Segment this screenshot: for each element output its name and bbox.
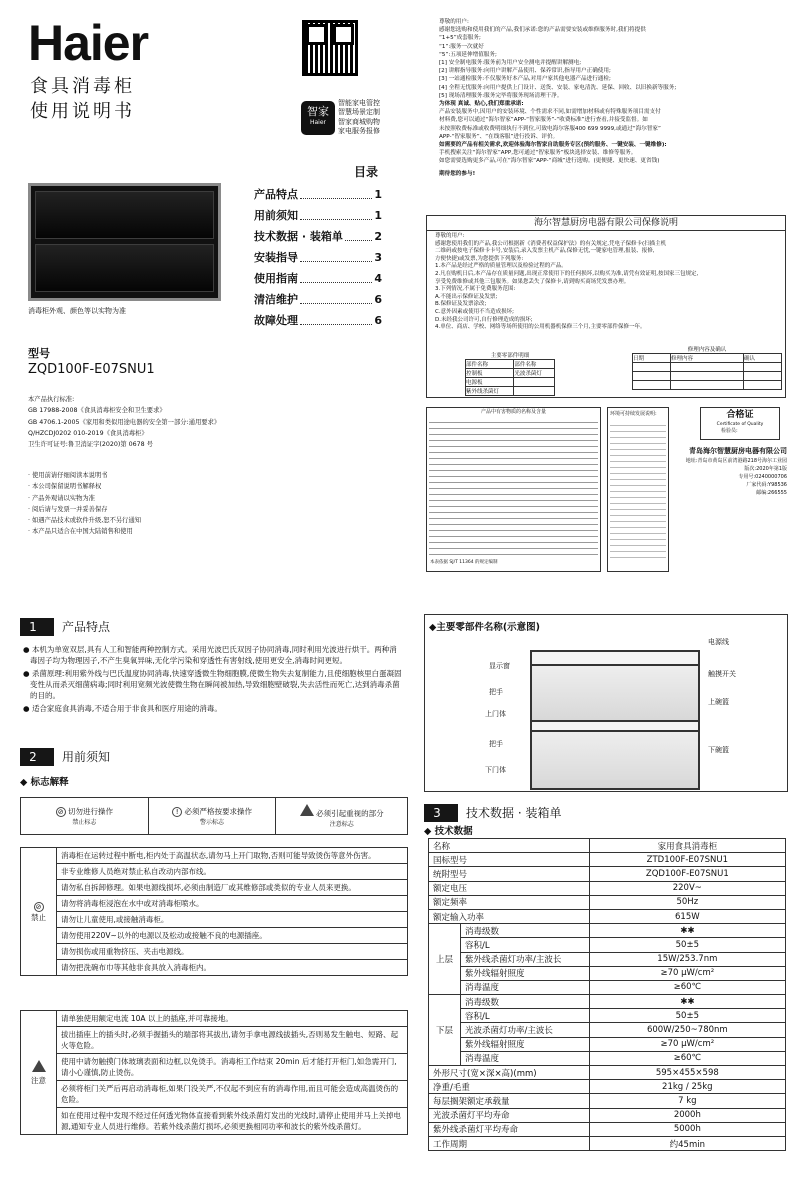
usage-notes	[28, 470, 368, 538]
toc-label: 技术数据 · 装箱单	[254, 230, 343, 243]
warranty-line: 享受免费维修或其他三包服务。如果您丢失了保修卡,请到购买商场凭发票办理。	[435, 278, 630, 285]
service-line: 手机搜索关注“海尔智家”APP,您可通过“智家服务”板块选择安装、维修等服务。	[439, 150, 637, 157]
prohibit-icon: ⊘	[34, 902, 44, 912]
zhijia-feature: 智家商城购物	[338, 117, 380, 126]
label-lower-door: 下门体	[485, 766, 506, 774]
recycle-title: 环境可持续发展说明:	[610, 411, 657, 417]
spec-value: 21kg / 25kg	[589, 1080, 785, 1094]
spec-value: ZQD100F-E07SNU1	[589, 867, 785, 881]
attention-item: 请单独使用额定电流 10A 以上的插座,并可靠接地。	[57, 1011, 408, 1027]
standard-line: Q/HZCDJ0202 010-2019《食具消毒柜》	[28, 429, 148, 437]
toc-page: 6	[374, 314, 382, 327]
toc-label: 安装指导	[254, 251, 298, 264]
toc-item[interactable]	[254, 226, 382, 247]
service-line: [5] 现场清理服务:服务完毕将服务现场清理干净。	[439, 92, 563, 99]
parts-cell: 电源板	[466, 378, 514, 387]
service-line: “5”:五项延伸增值服务;	[439, 51, 497, 58]
spec-value: 220V~	[589, 881, 785, 895]
standards-list	[28, 394, 368, 450]
service-line: 尊敬的用户:	[439, 19, 469, 25]
service-line: APP-“智家服务”、“在线客服”进行投诉、评价。	[439, 133, 559, 140]
service-line: 未按照收费标准或收费明细执行不到位,可致电海尔客服400 699 9999,或通过“海尔智家”	[439, 125, 661, 132]
service-line: 材料费,您可以通过“海尔智家”APP-“智家服务”-“收费标准”进行查看,并接受监督。如	[439, 117, 648, 124]
label-handle-lower: 把手	[489, 740, 503, 748]
attention-tag-cell: 注意	[21, 1011, 57, 1135]
spec-label: 额定电压	[429, 881, 590, 895]
prohibit-icon: ⊘	[56, 807, 66, 817]
toc-page: 1	[374, 209, 382, 222]
note-line: · 使用前请仔细阅读本说明书	[28, 472, 108, 479]
warranty-line: 二维码或按电子保修卡卡号,安装后,录入发票主机产品,保修无忧,一键家电管理,报装、报修,	[435, 248, 655, 255]
note-line: · 如遇产品技术或软件升级,恕不另行通知	[28, 517, 142, 525]
toc-label: 清洁维护	[254, 293, 298, 306]
company-info	[675, 446, 787, 497]
table-of-contents	[254, 163, 382, 331]
spec-value: 600W/250~780nm	[589, 1023, 785, 1037]
spec-group: 下层	[429, 995, 461, 1066]
toc-label: 故障处理	[254, 314, 298, 327]
section-number: 2	[29, 750, 37, 764]
forbid-item: 请勿把洗碗布巾等其他非食具放入消毒柜内。	[57, 960, 408, 976]
attention-item: 必须将柜门关严后再启动消毒柜,如果门没关严,不仅起不到应有的消毒作用,而且可能会造成高温烫伤的危险。	[57, 1081, 408, 1108]
spec-value: 约45min	[589, 1136, 785, 1150]
exclamation-icon: !	[172, 807, 182, 817]
spec-label: 外形尺寸(宽×深×高)(mm)	[429, 1066, 590, 1080]
lower-drawer	[532, 730, 698, 788]
diagram-title: ◆主要零部件名称(示意图)	[429, 622, 540, 633]
spec-label: 统附型号	[429, 867, 590, 881]
cert-inspector: 检验员:	[721, 428, 738, 434]
spec-label: 容积/L	[461, 938, 590, 952]
parts-header: 部件名称	[466, 360, 514, 369]
service-line: 如需要的产品有相关需求,欢迎体验海尔智家自助服务专区(预约服务、一键安装、一键维修):	[439, 142, 667, 149]
spec-label: 光波杀菌灯平均寿命	[429, 1108, 590, 1122]
warranty-line: 1.本产品是经过严格的质量管理以及检验过程的产品。	[435, 263, 567, 270]
service-line: 为体现 真诚、贴心,我们郑重承诺:	[439, 101, 524, 108]
image-caption: 消毒柜外观、颜色等以实物为准	[28, 307, 126, 315]
section-2-header	[20, 748, 410, 766]
company-line: 邮编:266555	[756, 490, 787, 496]
model-number: ZQD100F-E07SNU1	[28, 362, 155, 377]
section-number: 1	[29, 620, 37, 634]
warranty-title: 海尔智慧厨房电器有限公司保修说明	[427, 216, 785, 231]
forbid-table	[20, 847, 408, 976]
service-line: 感谢您选购和使用我们的产品,我们承诺:您的产品需要安装或维修服务时,我们将提供	[439, 27, 646, 34]
parts-cell	[514, 387, 555, 396]
service-line: 如您需要选购更多产品,可在“海尔智家”APP-“商城”进行选购。(更便捷、更快速、更省钱)	[439, 158, 660, 165]
spec-value: 2000h	[589, 1108, 785, 1122]
spec-label: 紫外线杀菌灯平均寿命	[429, 1122, 590, 1136]
spec-label: 国标型号	[429, 853, 590, 867]
company-line: 厂家代码:Y98536	[746, 482, 787, 488]
recycle-text	[610, 420, 666, 560]
parts-header: 部件名称	[514, 360, 555, 369]
note-line: · 产品外观请以实物为准	[28, 494, 95, 502]
parts-cell: 紫外线杀菌灯	[466, 387, 514, 396]
toc-page: 2	[374, 230, 382, 243]
note-line: · 本公司保留说明书解释权	[28, 483, 102, 491]
document-title	[30, 74, 135, 124]
spec-label: 净重/毛重	[429, 1080, 590, 1094]
spec-value: 50±5	[589, 938, 785, 952]
warranty-body	[427, 231, 785, 334]
spec-value: 615W	[589, 909, 785, 923]
warranty-line: D.未经我公司许可,自行修理造成的损坏;	[435, 316, 533, 323]
note-line: · 本产品只适合在中国大陆销售和使用	[28, 528, 133, 536]
spec-label: 工作周期	[429, 1136, 590, 1150]
repair-header: 修理内容	[671, 354, 744, 363]
cert-title: 合格证	[726, 410, 754, 420]
label-upper-door: 上门体	[485, 710, 506, 718]
recycle-box	[607, 407, 669, 572]
repair-header: 日期	[633, 354, 671, 363]
toc-page: 1	[374, 188, 382, 201]
toc-label: 使用指南	[254, 272, 298, 285]
toc-item[interactable]	[254, 184, 382, 205]
repair-table	[632, 353, 782, 390]
spec-value: 家用食具消毒柜	[589, 839, 785, 853]
section-1-header	[20, 618, 410, 636]
service-line: “1”:服务一次就好	[439, 43, 484, 50]
spec-label: 消毒温度	[461, 980, 590, 994]
company-line: 版次:2020年第1版	[744, 466, 787, 472]
feature-item: ● 适合家庭食具消毒,不适合用于非食具和医疗用途的消毒。	[23, 704, 222, 713]
spec-label: 紫外线杀菌灯功率/主波长	[461, 952, 590, 966]
service-line: [3] 一站通检服务:不仅服务好本产品,对用户家其他电器产品进行通检;	[439, 76, 611, 83]
spec-label: 消毒温度	[461, 1051, 590, 1065]
forbid-item: 请勿损伤或用重物挤压、夹击电源线。	[57, 944, 408, 960]
spec-label: 每层搁架额定承载量	[429, 1094, 590, 1108]
model-label: 型号	[28, 347, 50, 360]
service-line: 期待您的参与!	[439, 170, 476, 177]
company-line: 专用号:0240000706	[738, 474, 787, 480]
repair-title: 修理内容及确认	[687, 347, 727, 353]
standard-line: 卫生许可证号:鲁卫消证字(2020)第 0678 号	[28, 441, 153, 449]
warranty-box	[426, 215, 786, 398]
feature-item: ● 本机为单宽双层,具有人工和智能两种控制方式。采用光波巴氏双因子协同消毒,同时利用光波进行烘干。两种消毒因子均为物理因子,不产生臭氧异味,无化学污染和穿透性有害射线,使用更安全,消毒时间更短。	[23, 645, 397, 665]
spec-label: 额定输入功率	[429, 909, 590, 923]
toc-item[interactable]	[254, 205, 382, 226]
certificate-box	[700, 407, 780, 440]
spec-label: 名称	[429, 839, 590, 853]
standard-line: GB 4706.1-2005《家用和类似用途电器的安全第一部分:通用要求》	[28, 418, 221, 426]
hazard-title: 产品中有害物质的名称及含量	[480, 409, 546, 415]
spec-group: 上层	[429, 924, 461, 995]
attention-item: 使用中请勿触摸门体玻璃表面和边框,以免烫手。消毒柜工作结束 20min 后才能打开柜门,如急需开门,请小心谨慎,防止烫伤。	[57, 1054, 408, 1081]
toc-page: 4	[374, 272, 382, 285]
toc-title: 目录	[354, 165, 379, 179]
document-title-line-2: 使用说明书	[30, 101, 135, 122]
service-line: [1] 安全制电服务:服务前为用户安全测电并提醒讲解测电;	[439, 60, 582, 67]
hazard-table-box	[426, 407, 601, 572]
company-address: 地址:青岛市黄岛区前湾港路218号海尔工业园	[685, 458, 787, 464]
attention-item: 如在使用过程中发现不经过任何透光物体直接看到紫外线杀菌灯发出的光线时,请停止使用并马上关掉电源,通知专业人员进行维修。若紫外线杀菌灯损坏,必须更换相同功率和波长的紫外线杀菌灯。	[57, 1108, 408, 1135]
service-commitment	[439, 18, 784, 178]
forbid-item: 消毒柜在运转过程中断电,柜内处于高温状态,请勿马上开门取物,否则可能导致烫伤等意外伤害。	[57, 848, 408, 864]
tech-subtitle: ◆ 技术数据	[424, 826, 473, 837]
document-title-line-1: 食具消毒柜	[30, 76, 135, 97]
spec-value: 50±5	[589, 1009, 785, 1023]
haier-logo: Haier	[28, 15, 149, 71]
upper-door-photo	[35, 191, 214, 239]
product-photo	[28, 183, 221, 301]
attention-table	[20, 1010, 408, 1135]
spec-value: ✱✱	[589, 995, 785, 1009]
legend-attention: 必须引起重视的部分 注意标志	[276, 798, 408, 835]
caution-triangle-icon	[300, 804, 314, 816]
label-power-cord: 电源线	[708, 638, 729, 646]
zhijia-feature: 家电服务报修	[338, 126, 380, 135]
service-line: [4] 全程无忧服务:向用户提供上门设计、送货、安装、家电清洗、延保、回收、以旧换新等服务;	[439, 84, 677, 91]
section-number: 3	[433, 806, 441, 820]
standard-line: GB 17988-2008《食具消毒柜安全和卫生要求》	[28, 407, 166, 415]
spec-value: 5000h	[589, 1122, 785, 1136]
section-title: 用前须知	[54, 748, 410, 766]
cabinet-drawing	[530, 650, 700, 790]
spec-label: 额定频率	[429, 895, 590, 909]
forbid-item: 请勿将消毒柜浸泡在水中或对消毒柜喷水。	[57, 896, 408, 912]
warranty-line: B.保修证及发票涂改;	[435, 301, 487, 308]
label-upper-basket: 上碗篮	[708, 698, 729, 706]
hazard-note: 本表依据 SJ/T 11364 的规定编制	[430, 560, 498, 565]
label-lower-basket: 下碗篮	[708, 746, 729, 754]
section-3-header	[424, 804, 788, 822]
cert-subtitle: Certificate of Quality	[716, 422, 764, 427]
spec-value: ✱✱	[589, 924, 785, 938]
diagram-box	[424, 614, 788, 792]
forbid-item: 非专业维修人员绝对禁止私自改动内部布线。	[57, 864, 408, 880]
warranty-line: 方便快捷)或发票,为您提供下列服务:	[435, 255, 524, 262]
warranty-line: 3.下列情况,不属于免费服务范围:	[435, 286, 516, 293]
toc-item[interactable]	[254, 289, 382, 310]
legend-table	[20, 797, 408, 835]
feature-item: ● 杀菌原理:利用紫外线与巴氏温度协同消毒,快速穿透微生物细胞膜,使微生物失去复制能力,且使细胞核里白蛋凝固变性从而杀灭细菌病毒;同时利用宽频光波使微生物在瞬间被加热,导致细胞壁破裂,失去活性而死亡,达到消毒杀菌的目的。	[23, 669, 402, 700]
forbid-item: 请勿使用220V~以外的电源以及松动或接触不良的电源插座。	[57, 928, 408, 944]
parts-table	[465, 359, 555, 396]
spec-value: ≥60℃	[589, 1051, 785, 1065]
standard-line: 本产品执行标准:	[28, 396, 75, 403]
zhijia-feature: 智能家电管控	[338, 99, 380, 107]
warranty-line: 感谢您使用我们的产品,我公司根据新《消费者权益保护法》的有关规定,凭电子保修卡(扫描主机	[435, 240, 667, 247]
warranty-line: A.不能出示保修证及发票;	[435, 293, 498, 300]
forbid-item: 请勿私自拆卸修理。如果电源线损坏,必须由制造厂或其维修部或类似的专业人员来更换。	[57, 880, 408, 896]
hazard-grid	[429, 417, 598, 557]
forbid-item: 请勿让儿童使用,或接触消毒柜。	[57, 912, 408, 928]
parts-cell: 控制板	[466, 369, 514, 378]
section-title: 技术数据 · 装箱单	[458, 804, 788, 822]
spec-value: ≥70 μW/cm²	[589, 1037, 785, 1051]
attention-item: 拔出插座上的插头时,必须手握插头的端部将其拔出,请勿手拿电源线拔插头,否则易发生触电、短路、起火等危险。	[57, 1027, 408, 1054]
legend-forbid: ⊘ 切勿进行操作 禁止标志	[21, 798, 149, 835]
label-touch-switch: 触摸开关	[708, 670, 736, 678]
toc-item[interactable]	[254, 310, 382, 331]
spec-label: 紫外线辐射照度	[461, 966, 590, 980]
lower-door-photo	[35, 244, 214, 292]
zhijia-app-badge	[301, 101, 335, 135]
toc-item[interactable]	[254, 247, 382, 268]
zhijia-badge-text: 智家	[307, 105, 329, 118]
repair-header: 确认	[743, 354, 781, 363]
warranty-line: 尊敬的用户:	[435, 233, 465, 239]
toc-page: 6	[374, 293, 382, 306]
spec-value: 50Hz	[589, 895, 785, 909]
spec-value: 7 kg	[589, 1094, 785, 1108]
label-display: 显示窗	[489, 662, 510, 670]
toc-item[interactable]	[254, 268, 382, 289]
spec-label: 消毒级数	[461, 995, 590, 1009]
spec-label: 消毒级数	[461, 924, 590, 938]
label-handle-upper: 把手	[489, 688, 503, 696]
spec-value: ≥60℃	[589, 980, 785, 994]
legend-warning: ! 必须严格按要求操作 警示标志	[148, 798, 276, 835]
qr-code-icon	[302, 20, 358, 76]
zhijia-feature: 智慧场景定制	[338, 108, 380, 117]
section-title: 产品特点	[54, 618, 410, 636]
service-line: “1+5”成套服务;	[439, 35, 481, 42]
forbid-tag-cell: ⊘ 禁止	[21, 848, 57, 976]
warranty-line: C.意外因素或使用不当造成损坏;	[435, 308, 514, 315]
caution-triangle-icon	[32, 1060, 46, 1072]
spec-label: 容积/L	[461, 1009, 590, 1023]
parts-cell	[514, 378, 555, 387]
note-line: · 阅后请与发票一并妥善保存	[28, 505, 108, 513]
parts-cell: 光波杀菌灯	[514, 369, 555, 378]
warranty-line: 4.单位、商店、学校、网络等场所使用的公用机器机保修三个月,主要零部件保修一年。	[435, 324, 646, 331]
zhijia-features	[338, 99, 408, 136]
spec-label: 光波杀菌灯功率/主波长	[461, 1023, 590, 1037]
toc-label: 用前须知	[254, 209, 298, 222]
parts-title: 主要零部件明细	[490, 353, 530, 359]
tech-spec-table	[428, 838, 786, 1151]
spec-value: 15W/253.7nm	[589, 952, 785, 966]
toc-label: 产品特点	[254, 188, 298, 201]
spec-value: 595×455×598	[589, 1066, 785, 1080]
toc-page: 3	[374, 251, 382, 264]
zhijia-badge-brand: Haier	[309, 119, 326, 126]
company-name: 青岛海尔智慧厨房电器有限公司	[689, 447, 787, 455]
service-line: 产品安装服务中,因用户的安装环境、个性需求不同,如需增加材料或有特殊服务项目需支付	[439, 109, 661, 116]
features-list	[20, 644, 402, 714]
spec-value: ZTD100F-E07SNU1	[589, 853, 785, 867]
service-line: [2] 讲解指导服务:向用户讲解产品使用、保养常识,指导用户正确使用;	[439, 68, 611, 75]
warranty-line: 2.凡在购机日后,本产品存在质量问题,出现正常使用下的任何损坏,以购买为准,请凭有效证明,按国家三包规定,	[435, 270, 699, 277]
upper-drawer	[532, 664, 698, 722]
legend-subtitle: ◆ 标志解释	[20, 777, 69, 788]
spec-label: 紫外线辐射照度	[461, 1037, 590, 1051]
spec-value: ≥70 μW/cm²	[589, 966, 785, 980]
